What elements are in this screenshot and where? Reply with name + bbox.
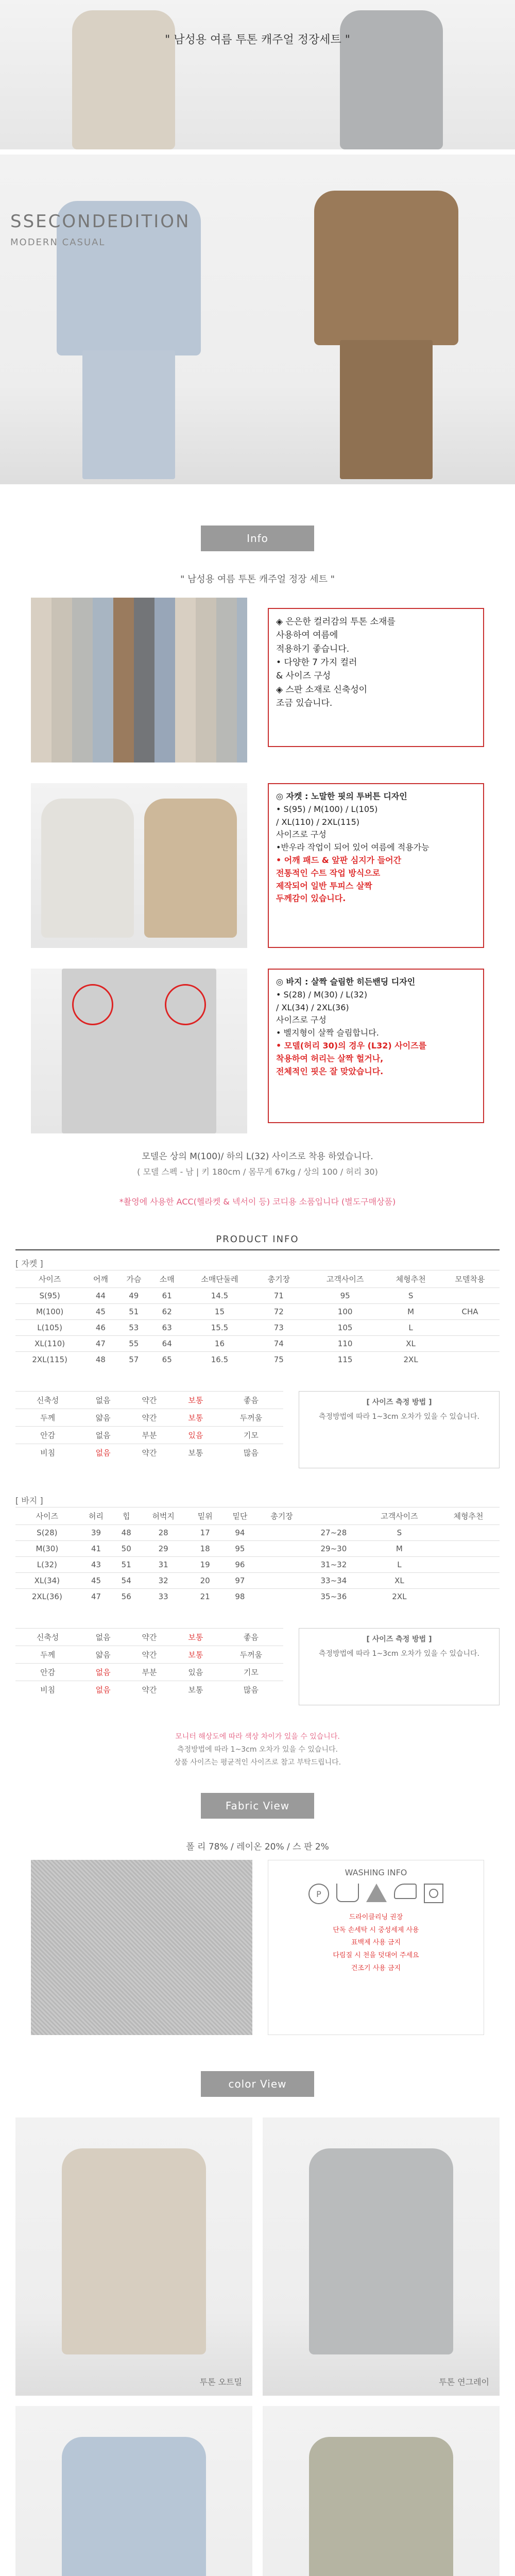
table-cell: 110	[309, 1336, 381, 1352]
table-cell: 72	[256, 1304, 302, 1320]
jacket-header-cell: 고객사이즈	[309, 1270, 381, 1288]
product-info-heading: PRODUCT INFO	[216, 1234, 299, 1245]
washing-line: 표백제 사용 금지	[351, 1939, 401, 1947]
table-cell: 33~34	[306, 1573, 362, 1589]
table-cell: 57	[117, 1352, 150, 1368]
table-row	[15, 1573, 500, 1589]
table-cell: 50	[113, 1541, 139, 1557]
table-cell	[302, 1320, 309, 1336]
table-cell	[302, 1336, 309, 1352]
table-cell: 47	[79, 1589, 114, 1605]
table-cell: 95	[309, 1288, 381, 1304]
table-cell: 43	[79, 1557, 114, 1573]
jacket-header-cell: 소매	[150, 1270, 183, 1288]
feature1-line: ◈ 스판 소재로 신축성이	[276, 684, 368, 695]
jacket-feature-line: 사이즈로 구성	[276, 829, 327, 840]
jacket-feature-line: / XL(110) / 2XL(115)	[276, 817, 360, 827]
table-cell: XL	[362, 1573, 437, 1589]
jacket-feature-red: 전통적인 수트 작업 방식으로	[276, 868, 381, 878]
prop-cell: 약간	[126, 1646, 173, 1664]
table-cell: S(95)	[15, 1288, 84, 1304]
prop-cell: 얇음	[80, 1409, 126, 1427]
prop-label: 신축성	[15, 1392, 80, 1409]
feature-box-fabric	[268, 608, 484, 747]
table-cell: 105	[309, 1320, 381, 1336]
table-cell: 48	[84, 1352, 117, 1368]
hand-wash-icon	[336, 1884, 359, 1902]
table-cell: S	[381, 1288, 440, 1304]
jacket-header-cell: 소매단둘레	[183, 1270, 255, 1288]
feature1-line: 조금 있습니다.	[276, 698, 333, 709]
jacket-measure-box	[299, 1391, 500, 1468]
jacket-detail-photo	[31, 783, 247, 948]
table-row	[15, 1336, 500, 1352]
table-cell	[258, 1525, 306, 1541]
prop-cell: 보통	[173, 1392, 219, 1409]
table-cell: 115	[309, 1352, 381, 1368]
pants-header-cell: 밑단	[222, 1507, 258, 1525]
table-cell: 65	[150, 1352, 183, 1368]
table-cell: 2XL(115)	[15, 1352, 84, 1368]
prop-cell: 두꺼움	[219, 1646, 283, 1664]
table-cell	[440, 1320, 500, 1336]
table-cell	[258, 1573, 306, 1589]
pants-feature-line: 사이즈로 구성	[276, 1015, 327, 1025]
jacket-header-cell	[302, 1270, 309, 1288]
table-cell: S(28)	[15, 1525, 79, 1541]
prop-label: 비침	[15, 1444, 80, 1462]
prop-label: 비침	[15, 1681, 80, 1699]
prop-cell: 약간	[126, 1681, 173, 1699]
table-cell	[258, 1541, 306, 1557]
beige-pants	[340, 340, 433, 479]
color-card-sky	[15, 2406, 252, 2576]
model-note-line1: 모델은 상의 M(100)/ 하의 L(32) 사이즈로 착용 하였습니다.	[142, 1151, 373, 1162]
notice-line: 측정방법에 따라 1~3cm 오차가 있을 수 있습니다.	[177, 1745, 338, 1754]
table-cell: 61	[150, 1288, 183, 1304]
prop-cell: 약간	[126, 1444, 173, 1462]
table-cell: L(32)	[15, 1557, 79, 1573]
model-note-line3: *촬영에 사용한 ACC(헬라켓 & 넥서이 등) 코디용 소품입니다 (별도구매상품)	[119, 1197, 396, 1207]
table-cell: L(105)	[15, 1320, 84, 1336]
pants-header-cell: 고객사이즈	[362, 1507, 437, 1525]
prop-row	[15, 1664, 283, 1681]
table-cell: M	[381, 1304, 440, 1320]
jacket-measure-text: 측정방법에 따라 1~3cm 오차가 있을 수 있습니다.	[319, 1413, 479, 1421]
info-section-bar: Info	[201, 526, 314, 551]
jacket-table-label: [ 자켓 ]	[15, 1259, 43, 1268]
pants-header-cell: 밑위	[187, 1507, 222, 1525]
jacket-measure-title: [ 사이즈 측정 방법 ]	[366, 1398, 432, 1406]
color-jacket	[62, 2437, 206, 2576]
pants-measure-title: [ 사이즈 측정 방법 ]	[366, 1635, 432, 1643]
table-cell: 45	[79, 1573, 114, 1589]
prop-cell: 기모	[219, 1427, 283, 1444]
prop-cell: 두꺼움	[219, 1409, 283, 1427]
prop-cell: 많음	[219, 1681, 283, 1699]
waist-circle-left	[72, 984, 113, 1025]
table-cell: 14.5	[183, 1288, 255, 1304]
table-cell: 62	[150, 1304, 183, 1320]
table-cell: 73	[256, 1320, 302, 1336]
pants-header-cell	[306, 1507, 362, 1525]
prop-row	[15, 1392, 283, 1409]
prop-cell: 없음	[80, 1629, 126, 1646]
hero-brand-tagline: MODERN CASUAL	[10, 237, 106, 248]
prop-cell: 보통	[173, 1444, 219, 1462]
prop-cell: 보통	[173, 1629, 219, 1646]
jacket-header-cell: 모델착용	[440, 1270, 500, 1288]
hero-left-photo	[0, 155, 258, 484]
feature1-line: • 다양한 7 가지 컬러	[276, 657, 357, 668]
sky-pants	[82, 350, 175, 479]
color-jacket	[309, 2148, 453, 2354]
table-cell: 18	[187, 1541, 222, 1557]
jacket-front	[41, 799, 134, 938]
pants-measure-text: 측정방법에 따라 1~3cm 오차가 있을 수 있습니다.	[319, 1650, 479, 1658]
table-cell	[437, 1573, 500, 1589]
table-cell: XL	[381, 1336, 440, 1352]
table-cell: 55	[117, 1336, 150, 1352]
pants-feature-line: • S(28) / M(30) / L(32)	[276, 989, 368, 999]
table-cell: 20	[187, 1573, 222, 1589]
washing-info-panel	[268, 1860, 484, 2035]
feature1-line: & 사이즈 구성	[276, 671, 331, 682]
table-cell: 100	[309, 1304, 381, 1320]
prop-label: 두께	[15, 1646, 80, 1664]
table-cell	[437, 1525, 500, 1541]
table-cell: 41	[79, 1541, 114, 1557]
pants-feature-red: 전체적인 핏은 잘 맞았습니다.	[276, 1066, 384, 1076]
hero-right-photo	[10, 155, 515, 484]
table-cell: 75	[256, 1352, 302, 1368]
table-cell	[437, 1589, 500, 1605]
prop-cell: 좋음	[219, 1392, 283, 1409]
table-cell: 64	[150, 1336, 183, 1352]
table-cell: 29	[139, 1541, 187, 1557]
color-section-bar: color View	[201, 2071, 314, 2097]
prop-cell: 기모	[219, 1664, 283, 1681]
table-cell: 44	[84, 1288, 117, 1304]
table-cell: 48	[113, 1525, 139, 1541]
table-row	[15, 1304, 500, 1320]
washing-line: 건조기 사용 금지	[351, 1964, 401, 1972]
prop-cell: 부분	[126, 1427, 173, 1444]
washing-line: 다림질 시 천을 덧대어 주세요	[333, 1952, 419, 1960]
table-cell: 63	[150, 1320, 183, 1336]
table-cell: 54	[113, 1573, 139, 1589]
prop-label: 안감	[15, 1664, 80, 1681]
prop-cell: 있음	[173, 1664, 219, 1681]
table-cell: 47	[84, 1336, 117, 1352]
table-cell: XL(34)	[15, 1573, 79, 1589]
prop-cell: 보통	[173, 1681, 219, 1699]
pants-feature-title: ◎ 바지 : 살짝 슬림한 히든밴딩 디자인	[276, 977, 416, 987]
table-cell: CHA	[440, 1304, 500, 1320]
jacket-feature-red: 제작되어 일반 투피스 살짝	[276, 880, 372, 891]
table-cell	[437, 1557, 500, 1573]
prop-label: 신축성	[15, 1629, 80, 1646]
fabric-composition: 폴 리 78% / 레이온 20% / 스 판 2%	[186, 1842, 329, 1852]
table-cell: 27~28	[306, 1525, 362, 1541]
table-cell: S	[362, 1525, 437, 1541]
fabric-section-bar: Fabric View	[201, 1793, 314, 1819]
pants-header-cell: 사이즈	[15, 1507, 79, 1525]
table-cell: 56	[113, 1589, 139, 1605]
prop-row	[15, 1646, 283, 1664]
table-cell: 17	[187, 1525, 222, 1541]
jacket-header-cell: 총기장	[256, 1270, 302, 1288]
pants-feature-red: • 모델(허리 30)의 경우 (L32) 사이즈를	[276, 1040, 427, 1050]
prop-cell: 약간	[126, 1392, 173, 1409]
table-row	[15, 1352, 500, 1368]
pants-size-table	[15, 1507, 500, 1604]
jacket-header-cell: 가슴	[117, 1270, 150, 1288]
feature-box-jacket	[268, 783, 484, 948]
table-cell: 33	[139, 1589, 187, 1605]
prop-label: 두께	[15, 1409, 80, 1427]
table-cell: 2XL(36)	[15, 1589, 79, 1605]
color-label: 투톤 연그레이	[439, 2377, 489, 2387]
pants-header-cell: 힙	[113, 1507, 139, 1525]
table-cell: 46	[84, 1320, 117, 1336]
prop-cell: 없음	[80, 1392, 126, 1409]
pants-detail-photo	[31, 969, 247, 1133]
top-photo-banner	[0, 0, 515, 149]
model-note-line2: ( 모델 스펙 - 남 | 키 180cm / 몸무게 67kg / 상의 100 / 허리 30)	[137, 1167, 378, 1177]
feature1-line: 적용하기 좋습니다.	[276, 643, 350, 654]
table-cell	[258, 1589, 306, 1605]
pants-header-cell: 총기장	[258, 1507, 306, 1525]
table-cell: 71	[256, 1288, 302, 1304]
table-cell: 51	[117, 1304, 150, 1320]
pants-feature-line: / XL(34) / 2XL(36)	[276, 1002, 349, 1012]
color-jacket	[62, 2148, 206, 2354]
table-cell: 35~36	[306, 1589, 362, 1605]
jacket-size-table	[15, 1270, 500, 1367]
feature1-line: ◈ 은은한 컬러감의 투톤 소재를	[276, 617, 396, 627]
table-row	[15, 1557, 500, 1573]
table-cell: XL(110)	[15, 1336, 84, 1352]
table-cell: 29~30	[306, 1541, 362, 1557]
prop-cell: 없음	[80, 1664, 126, 1681]
color-card-oatmeal	[15, 2117, 252, 2396]
no-tumble-dry-icon	[424, 1884, 443, 1903]
prop-cell: 없음	[80, 1444, 126, 1462]
table-cell: 2XL	[362, 1589, 437, 1605]
color-jacket	[309, 2437, 453, 2576]
prop-cell: 약간	[126, 1629, 173, 1646]
beige-jacket	[314, 191, 458, 345]
prop-row	[15, 1427, 283, 1444]
prop-row	[15, 1681, 283, 1699]
table-cell: 95	[222, 1541, 258, 1557]
table-cell: 39	[79, 1525, 114, 1541]
iron-icon	[394, 1884, 417, 1899]
table-cell: 97	[222, 1573, 258, 1589]
jacket-header-cell: 체형추천	[381, 1270, 440, 1288]
table-cell: 16.5	[183, 1352, 255, 1368]
prop-label: 안감	[15, 1427, 80, 1444]
washing-title: WASHING INFO	[345, 1868, 407, 1877]
prop-cell: 부분	[126, 1664, 173, 1681]
table-cell	[302, 1304, 309, 1320]
product-info-rule	[15, 1249, 500, 1250]
table-cell	[440, 1288, 500, 1304]
dry-clean-icon: P	[308, 1884, 329, 1904]
prop-cell: 얇음	[80, 1646, 126, 1664]
table-cell: 15.5	[183, 1320, 255, 1336]
pants-table-label: [ 바지 ]	[15, 1496, 43, 1505]
table-cell: 31~32	[306, 1557, 362, 1573]
table-cell	[437, 1541, 500, 1557]
table-cell: M(30)	[15, 1541, 79, 1557]
table-cell	[440, 1336, 500, 1352]
washing-line: 드라이클리닝 권장	[349, 1913, 403, 1921]
table-cell: 31	[139, 1557, 187, 1573]
pants-header-row	[15, 1507, 500, 1525]
table-cell: M(100)	[15, 1304, 84, 1320]
feature-box-pants	[268, 969, 484, 1123]
prop-cell: 있음	[173, 1427, 219, 1444]
table-cell: 45	[84, 1304, 117, 1320]
table-cell: 21	[187, 1589, 222, 1605]
table-cell: 74	[256, 1336, 302, 1352]
table-cell: 32	[139, 1573, 187, 1589]
table-cell: L	[381, 1320, 440, 1336]
table-cell: 94	[222, 1525, 258, 1541]
pants-header-cell: 체형추천	[437, 1507, 500, 1525]
table-cell: 15	[183, 1304, 255, 1320]
prop-cell: 좋음	[219, 1629, 283, 1646]
color-swatch-photo	[31, 598, 247, 762]
jacket-feature-title: ◎ 자켓 : 노말한 핏의 투버튼 디자인	[276, 791, 407, 801]
table-row	[15, 1541, 500, 1557]
waist-circle-right	[165, 984, 206, 1025]
jacket-header-row	[15, 1270, 500, 1288]
prop-cell: 약간	[126, 1409, 173, 1427]
table-cell: M	[362, 1541, 437, 1557]
table-cell	[440, 1352, 500, 1368]
table-cell: 19	[187, 1557, 222, 1573]
table-cell	[302, 1288, 309, 1304]
prop-cell: 없음	[80, 1427, 126, 1444]
jacket-props-table	[15, 1391, 283, 1461]
jacket-feature-red: • 어깨 패드 & 앞판 심지가 들어간	[276, 855, 402, 865]
table-row	[15, 1525, 500, 1541]
jacket-feature-red: 두께감이 있습니다.	[276, 893, 346, 904]
hero-brand-name: SSECONDEDITION	[10, 211, 191, 232]
no-bleach-icon	[366, 1884, 387, 1902]
pants-feature-line: • 벨지형이 살짝 슬림합니다.	[276, 1028, 379, 1038]
table-cell: 98	[222, 1589, 258, 1605]
prop-row	[15, 1409, 283, 1427]
pants-props-table	[15, 1628, 283, 1698]
color-card-khaki	[263, 2406, 500, 2576]
table-cell: 28	[139, 1525, 187, 1541]
table-cell: L	[362, 1557, 437, 1573]
table-cell: 51	[113, 1557, 139, 1573]
prop-row	[15, 1444, 283, 1462]
jacket-feature-line: • S(95) / M(100) / L(105)	[276, 804, 378, 814]
table-row	[15, 1320, 500, 1336]
prop-cell: 보통	[173, 1646, 219, 1664]
pants-feature-red: 착용하여 허리는 살짝 헐거나,	[276, 1053, 384, 1063]
jacket-feature-line: •반우라 작업이 되어 있어 여름에 적용가능	[276, 842, 430, 853]
prop-cell: 많음	[219, 1444, 283, 1462]
info-title: " 남성용 여름 투톤 캐주얼 정장 세트 "	[180, 574, 335, 585]
table-cell: 2XL	[381, 1352, 440, 1368]
color-card-lightgray	[263, 2117, 500, 2396]
prop-cell: 보통	[173, 1409, 219, 1427]
table-cell	[302, 1352, 309, 1368]
table-cell: 16	[183, 1336, 255, 1352]
table-cell: 53	[117, 1320, 150, 1336]
table-cell: 96	[222, 1557, 258, 1573]
table-row	[15, 1288, 500, 1304]
notice-line: 상품 사이즈는 평균적인 사이즈로 참고 부탁드립니다.	[174, 1758, 341, 1767]
jacket-header-cell: 어깨	[84, 1270, 117, 1288]
prop-row	[15, 1629, 283, 1646]
pants-header-cell: 허리	[79, 1507, 114, 1525]
fabric-closeup	[31, 1860, 252, 2035]
table-row	[15, 1589, 500, 1605]
table-cell	[258, 1557, 306, 1573]
pants-header-cell: 허벅지	[139, 1507, 187, 1525]
jacket-lining	[144, 799, 237, 938]
jacket-header-cell: 사이즈	[15, 1270, 84, 1288]
pants-measure-box	[299, 1628, 500, 1705]
top-banner-title: " 남성용 여름 투톤 캐주얼 정장세트 "	[165, 33, 350, 46]
color-label: 투톤 오트밀	[199, 2377, 242, 2387]
notice-line: 모니터 해상도에 따라 색상 차이가 있을 수 있습니다.	[175, 1733, 340, 1741]
feature1-line: 사용하여 여름에	[276, 630, 338, 641]
prop-cell: 없음	[80, 1681, 126, 1699]
table-cell: 49	[117, 1288, 150, 1304]
washing-line: 단독 손세탁 시 중성세제 사용	[333, 1926, 419, 1934]
